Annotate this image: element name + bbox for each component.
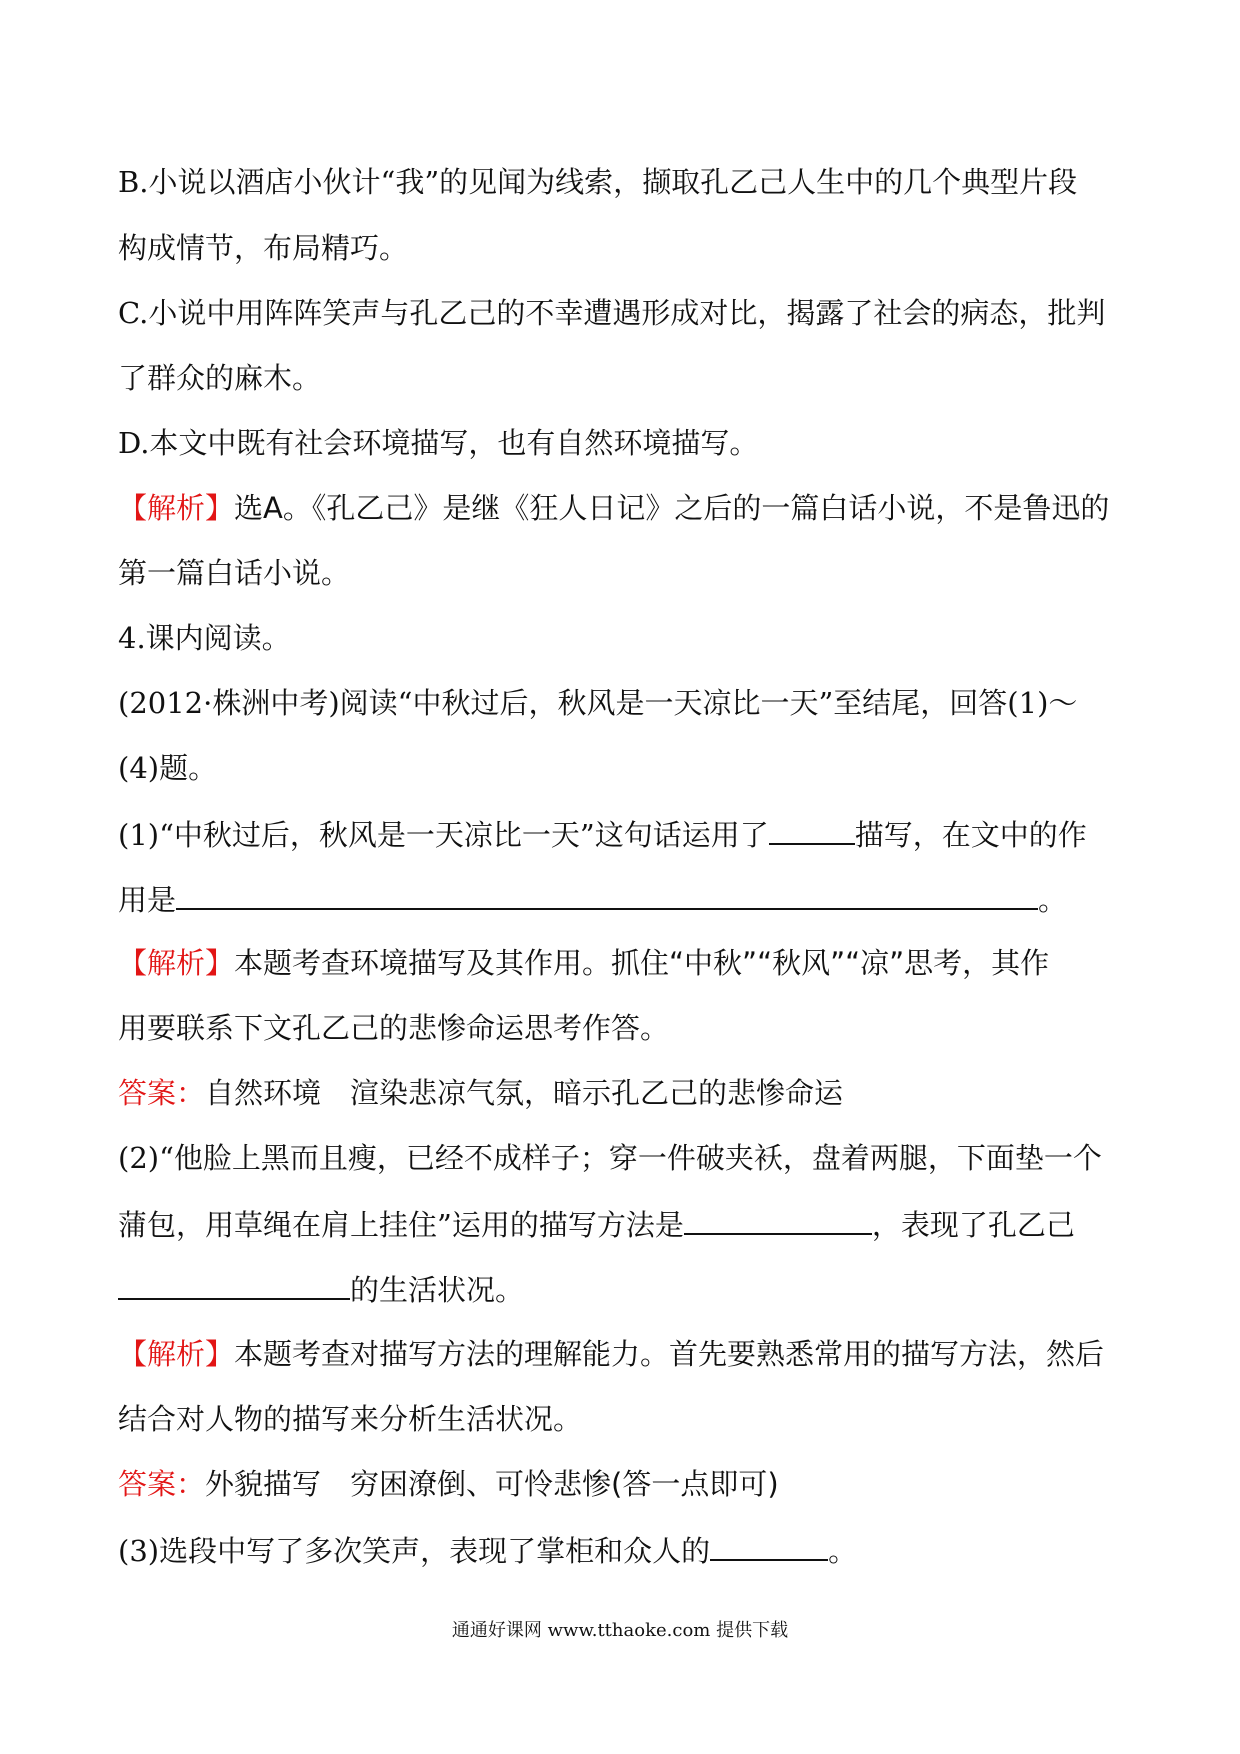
analysis-text: 本题考查对描写方法的理解能力。首先要熟悉常用的描写方法，然后 (234, 1337, 1105, 1371)
analysis-3-line1 (118, 1334, 1128, 1374)
source-line2: (4)题。 (118, 751, 218, 785)
analysis-tag: 【解析】 (118, 1337, 235, 1371)
option-d-line1: D.本文中既有社会环境描写，也有自然环境描写。 (118, 426, 759, 460)
question-1-line1 (118, 813, 1128, 853)
analysis-1-line2: 第一篇白话小说。 (118, 556, 351, 590)
answer-tag: 答案： (118, 1076, 206, 1110)
q2-blank-1 (684, 1203, 872, 1235)
answer-text: 自然环境 渲染悲凉气氛，暗示孔乙己的悲惨命运 (205, 1076, 844, 1110)
question-3-line1 (118, 1529, 1128, 1569)
q1-line2-start: 用是 (118, 883, 177, 917)
answer-2 (118, 1464, 1128, 1504)
q2-line2-end: ，表现了孔乙己 (871, 1208, 1075, 1242)
analysis-1-line1 (118, 488, 1128, 528)
answer-tag: 答案： (118, 1467, 206, 1501)
q2-line2-start: 蒲包，用草绳在肩上挂住”运用的描写方法是 (118, 1208, 684, 1242)
question-2-line1: (2)“他脸上黑而且瘦，已经不成样子；穿一件破夹袄，盘着两腿，下面垫一个 (118, 1141, 1102, 1175)
option-b-line2: 构成情节，布局精巧。 (118, 231, 409, 265)
option-b-line1: B.小说以酒店小伙计“我”的见闻为线索，撷取孔乙己人生中的几个典型片段 (118, 165, 1078, 199)
source-line1: (2012·株洲中考)阅读“中秋过后，秋风是一天凉比一天”至结尾，回答(1)～ (118, 686, 1078, 720)
q2-blank-2 (118, 1268, 350, 1300)
analysis-2-line1 (118, 943, 1128, 983)
q3-text: (3)选段中写了多次笑声，表现了掌柜和众人的 (118, 1534, 711, 1568)
page-footer: 通通好课网 www.tthaoke.com 提供下载 (451, 1620, 789, 1641)
analysis-tag: 【解析】 (118, 491, 235, 525)
q1-line2-end: 。 (1038, 883, 1068, 917)
answer-text: 外貌描写 穷困潦倒、可怜悲惨(答一点即可) (205, 1467, 779, 1501)
q3-end: 。 (828, 1534, 858, 1568)
answer-1 (118, 1073, 1128, 1113)
analysis-text: 本题考查环境描写及其作用。抓住“中秋”“秋风”“凉”思考，其作 (234, 946, 1050, 980)
q1-blank-2 (176, 878, 1038, 910)
analysis-3-line2: 结合对人物的描写来分析生活状况。 (118, 1402, 583, 1436)
q2-line3-end: 的生活状况。 (350, 1273, 525, 1307)
question-2-line2 (118, 1203, 1128, 1243)
analysis-text: 选A。《孔乙己》是继《狂人日记》之后的一篇白话小说，不是鲁迅的 (234, 491, 1110, 525)
analysis-2-line2: 用要联系下文孔乙己的悲惨命运思考作答。 (118, 1011, 670, 1045)
option-c-line1: C.小说中用阵阵笑声与孔乙己的不幸遭遇形成对比，揭露了社会的病态，批判 (118, 296, 1106, 330)
question-4-heading: 4.课内阅读。 (118, 621, 291, 655)
q3-blank (710, 1529, 828, 1561)
q1-text-part2: 描写，在文中的作 (854, 818, 1087, 852)
q1-text-part1: (1)“中秋过后，秋风是一天凉比一天”这句话运用了 (118, 818, 769, 852)
question-2-line3 (118, 1268, 1128, 1308)
analysis-tag: 【解析】 (118, 946, 235, 980)
q1-blank-1 (769, 813, 855, 845)
question-1-line2 (118, 878, 1128, 918)
option-c-line2: 了群众的麻木。 (118, 361, 322, 395)
